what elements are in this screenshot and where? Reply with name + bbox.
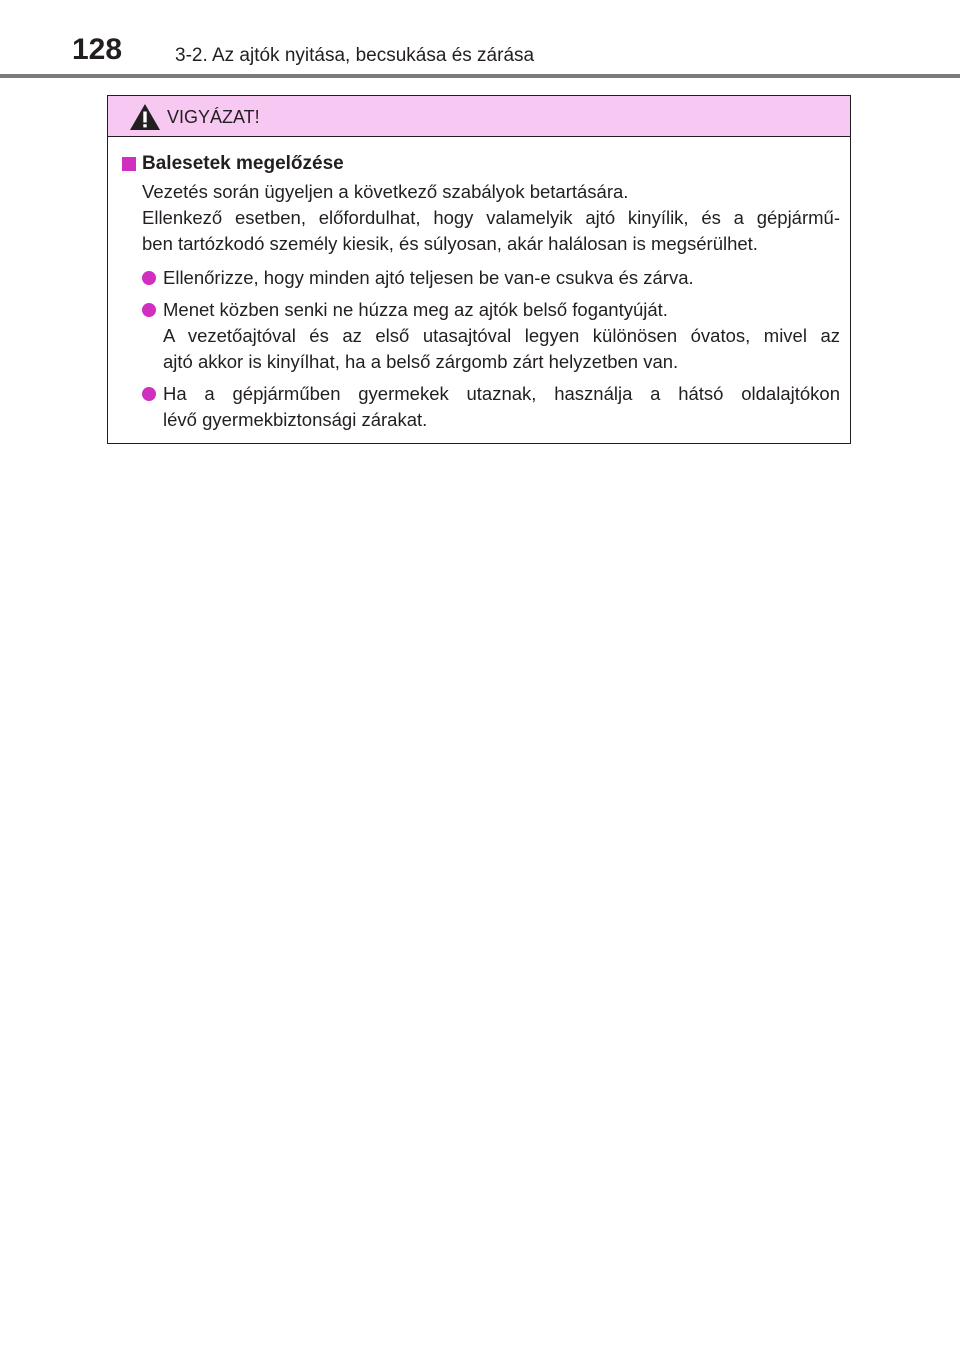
- square-bullet-icon: [122, 157, 136, 171]
- list-item: [142, 381, 840, 433]
- header-rule: [0, 74, 960, 78]
- intro-line: ben tartózkodó személy kiesik, és súlyosan, akár halálosan is megsérülhet.: [142, 233, 758, 254]
- round-bullet-icon: [142, 303, 156, 317]
- warning-triangle-icon: [129, 103, 161, 131]
- page-number: 128: [72, 33, 123, 66]
- topic-title: Balesetek megelőzése: [142, 153, 344, 174]
- bullet-line: Menet közben senki ne húzza meg az ajtók belső fogantyúját.: [163, 299, 668, 320]
- caution-label: VIGYÁZAT!: [167, 107, 260, 127]
- intro-paragraph: [142, 179, 840, 257]
- topic-heading: [121, 153, 840, 177]
- round-bullet-icon: [142, 387, 156, 401]
- round-bullet-icon: [142, 271, 156, 285]
- intro-line: Ellenkező esetben, előfordulhat, hogy valamelyik ajtó kinyílik, és a gépjármű-: [142, 207, 840, 228]
- caution-header: [108, 96, 850, 137]
- bullet-line: ajtó akkor is kinyílhat, ha a belső zárgomb zárt helyzetben van.: [163, 351, 679, 372]
- bullet-list: [142, 265, 840, 433]
- caution-box: [107, 95, 851, 444]
- intro-line: Vezetés során ügyeljen a következő szabályok betartására.: [142, 181, 629, 202]
- section-title: 3-2. Az ajtók nyitása, becsukása és zárása: [175, 45, 535, 66]
- list-item: [142, 265, 840, 291]
- page-header: [0, 0, 960, 80]
- bullet-line: A vezetőajtóval és az első utasajtóval legyen különösen óvatos, mivel az: [163, 325, 840, 346]
- bullet-line: Ellenőrizze, hogy minden ajtó teljesen be van-e csukva és zárva.: [163, 267, 694, 288]
- list-item: [142, 297, 840, 375]
- bullet-line: lévő gyermekbiztonsági zárakat.: [163, 409, 428, 430]
- caution-body: [108, 137, 850, 433]
- bullet-line: Ha a gépjárműben gyermekek utaznak, használja a hátsó oldalajtókon: [163, 383, 840, 404]
